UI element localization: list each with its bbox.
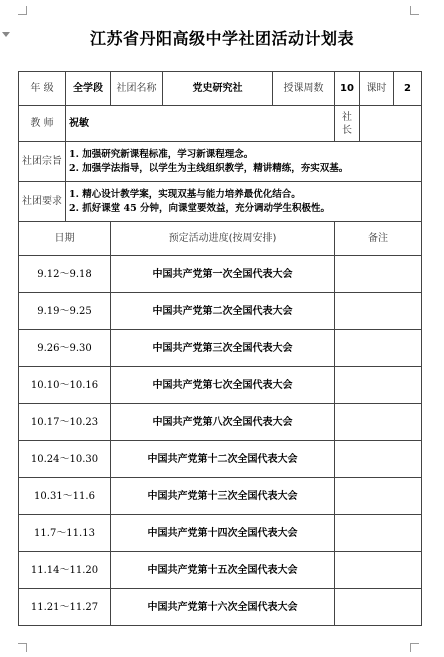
schedule-note xyxy=(335,478,422,515)
page-corner-mark xyxy=(410,643,419,652)
activity-plan-table xyxy=(18,71,422,626)
table-row xyxy=(19,552,422,589)
schedule-activity: 中国共产党第二次全国代表大会 xyxy=(111,293,335,330)
table-row xyxy=(19,293,422,330)
schedule-note xyxy=(335,515,422,552)
requirements-label: 社团要求 xyxy=(19,182,66,222)
schedule-activity: 中国共产党第八次全国代表大会 xyxy=(111,404,335,441)
table-row xyxy=(19,515,422,552)
schedule-date: 10.10～10.16 xyxy=(19,367,111,404)
club-name-value: 党史研究社 xyxy=(163,72,273,106)
table-row xyxy=(19,589,422,626)
purpose-line: 1. 加强研究新课程标准，学习新课程理念。 xyxy=(69,148,254,160)
schedule-activity: 中国共产党第十三次全国代表大会 xyxy=(111,478,335,515)
schedule-activity: 中国共产党第七次全国代表大会 xyxy=(111,367,335,404)
note-column-header: 备注 xyxy=(335,222,422,256)
document-title: 江苏省丹阳高级中学社团活动计划表 xyxy=(89,29,354,48)
page-corner-mark xyxy=(410,6,419,15)
requirements-line: 2. 抓好课堂 45 分钟，向课堂要效益，充分调动学生积极性。 xyxy=(69,202,331,214)
club-name-label: 社团名称 xyxy=(111,72,163,106)
grade-value: 全学段 xyxy=(66,72,111,106)
weeks-value: 10 xyxy=(335,72,360,106)
table-row xyxy=(19,404,422,441)
hours-label: 课时 xyxy=(360,72,394,106)
activity-column-header: 预定活动进度(按周安排) xyxy=(111,222,335,256)
schedule-date: 9.19～9.25 xyxy=(19,293,111,330)
schedule-note xyxy=(335,330,422,367)
schedule-date: 9.26～9.30 xyxy=(19,330,111,367)
requirements-text xyxy=(66,182,422,222)
president-label: 社长 xyxy=(335,106,360,142)
teacher-row xyxy=(19,106,422,142)
schedule-note xyxy=(335,404,422,441)
schedule-activity: 中国共产党第一次全国代表大会 xyxy=(111,256,335,293)
weeks-label: 授课周数 xyxy=(273,72,335,106)
schedule-note xyxy=(335,441,422,478)
purpose-line: 2. 加强学法指导，以学生为主线组织教学，精讲精练，夯实双基。 xyxy=(69,162,349,174)
page-corner-mark xyxy=(18,643,27,652)
hours-value: 2 xyxy=(394,72,422,106)
purpose-row xyxy=(19,142,422,182)
table-row xyxy=(19,367,422,404)
requirements-row xyxy=(19,182,422,222)
schedule-note xyxy=(335,256,422,293)
schedule-note xyxy=(335,293,422,330)
schedule-note xyxy=(335,552,422,589)
table-row xyxy=(19,441,422,478)
table-row xyxy=(19,256,422,293)
schedule-note xyxy=(335,367,422,404)
purpose-label: 社团宗旨 xyxy=(19,142,66,182)
purpose-text xyxy=(66,142,422,182)
schedule-activity: 中国共产党第十四次全国代表大会 xyxy=(111,515,335,552)
schedule-date: 9.12～9.18 xyxy=(19,256,111,293)
date-column-header: 日期 xyxy=(19,222,111,256)
schedule-activity: 中国共产党第十五次全国代表大会 xyxy=(111,552,335,589)
teacher-value: 祝敏 xyxy=(66,106,335,142)
table-row xyxy=(19,478,422,515)
info-row xyxy=(19,72,422,106)
teacher-label: 教 师 xyxy=(19,106,66,142)
schedule-activity: 中国共产党第十二次全国代表大会 xyxy=(111,441,335,478)
schedule-date: 10.17～10.23 xyxy=(19,404,111,441)
schedule-note xyxy=(335,589,422,626)
schedule-date: 10.31～11.6 xyxy=(19,478,111,515)
schedule-date: 11.7～11.13 xyxy=(19,515,111,552)
president-value xyxy=(360,106,422,142)
schedule-activity: 中国共产党第三次全国代表大会 xyxy=(111,330,335,367)
schedule-date: 11.14～11.20 xyxy=(19,552,111,589)
schedule-activity: 中国共产党第十六次全国代表大会 xyxy=(111,589,335,626)
schedule-header-row xyxy=(19,222,422,256)
grade-label: 年 级 xyxy=(19,72,66,106)
schedule-date: 11.21～11.27 xyxy=(19,589,111,626)
requirements-line: 1. 精心设计教学案，实现双基与能力培养最优化结合。 xyxy=(69,188,301,200)
page-corner-mark xyxy=(18,6,27,15)
table-row xyxy=(19,330,422,367)
schedule-date: 10.24～10.30 xyxy=(19,441,111,478)
